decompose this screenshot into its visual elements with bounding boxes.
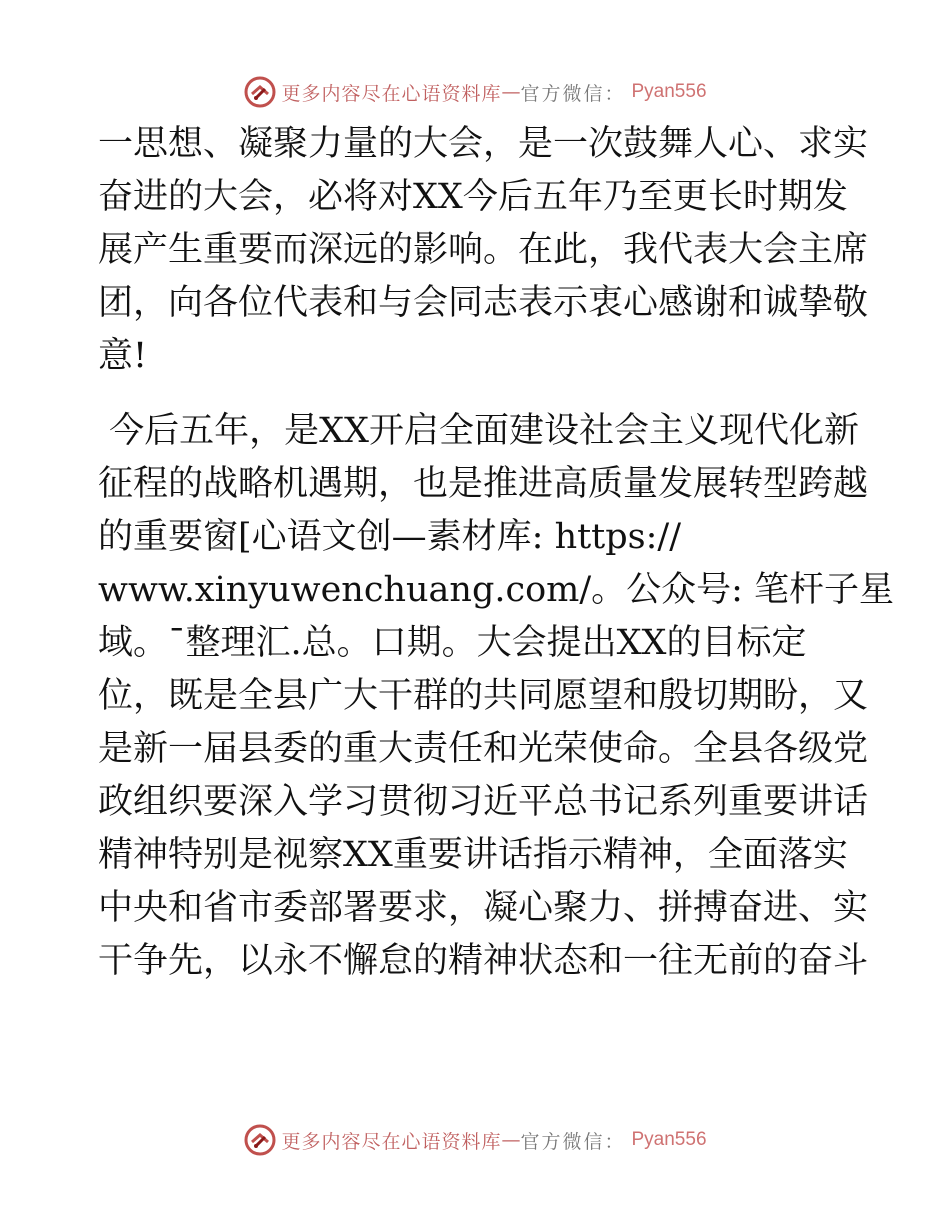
paragraph-2 <box>98 405 895 988</box>
text-line: 中央和省市委部署要求，凝心聚力、拼搏奋进、实 <box>98 888 869 928</box>
text-line: 一思想、凝聚力量的大会，是一次鼓舞人心、求实 <box>98 124 869 164</box>
document-body <box>98 118 895 988</box>
book-pen-logo-icon <box>243 1123 277 1157</box>
book-pen-logo-icon <box>243 75 277 109</box>
banner-wechat-id: Pyan556 <box>631 1129 707 1150</box>
text-line: 位，既是全县广大干群的共同愿望和殷切期盼，又 <box>98 676 869 716</box>
banner-title: 更多内容尽在心语资料库 <box>281 1130 502 1153</box>
text-line: 干争先，以永不懈怠的精神状态和一往无前的奋斗 <box>98 941 869 981</box>
text-line: 政组织要深入学习贯彻习近平总书记系列重要讲话 <box>98 782 869 822</box>
banner-wechat-label: 官方微信： <box>520 1130 626 1153</box>
text-line: 精神特别是视察XX重要讲话指示精神，全面落实 <box>98 835 848 875</box>
paragraph-1 <box>98 118 869 383</box>
header-banner <box>0 72 950 112</box>
text-line: www.xinyuwenchuang.com/。公众号: 笔杆子星 <box>98 570 895 610</box>
text-line: 奋进的大会，必将对XX今后五年乃至更长时期发 <box>98 177 848 217</box>
banner-wechat-id: Pyan556 <box>631 81 707 102</box>
text-line: 的重要窗[心语文创—素材库: https:// <box>98 517 681 557</box>
text-line: 是新一届县委的重大责任和光荣使命。全县各级党 <box>98 729 869 769</box>
text-line: 征程的战略机遇期，也是推进高质量发展转型跨越 <box>98 464 869 504</box>
paragraph-gap <box>98 383 858 405</box>
banner-wechat-label: 官方微信： <box>520 82 626 105</box>
text-line: 域。¯整理汇.总。口期。大会提出XX的目标定 <box>98 623 807 663</box>
text-line: 今后五年，是XX开启全面建设社会主义现代化新 <box>98 411 859 451</box>
banner-separator: — <box>501 1129 521 1151</box>
text-line: 团，向各位代表和与会同志表示衷心感谢和诚挚敬 <box>98 283 869 323</box>
text-line: 意! <box>98 336 148 376</box>
banner-separator: — <box>501 81 521 103</box>
banner-title: 更多内容尽在心语资料库 <box>281 82 502 105</box>
text-line: 展产生重要而深远的影响。在此，我代表大会主席 <box>98 230 869 270</box>
footer-banner <box>0 1120 950 1160</box>
